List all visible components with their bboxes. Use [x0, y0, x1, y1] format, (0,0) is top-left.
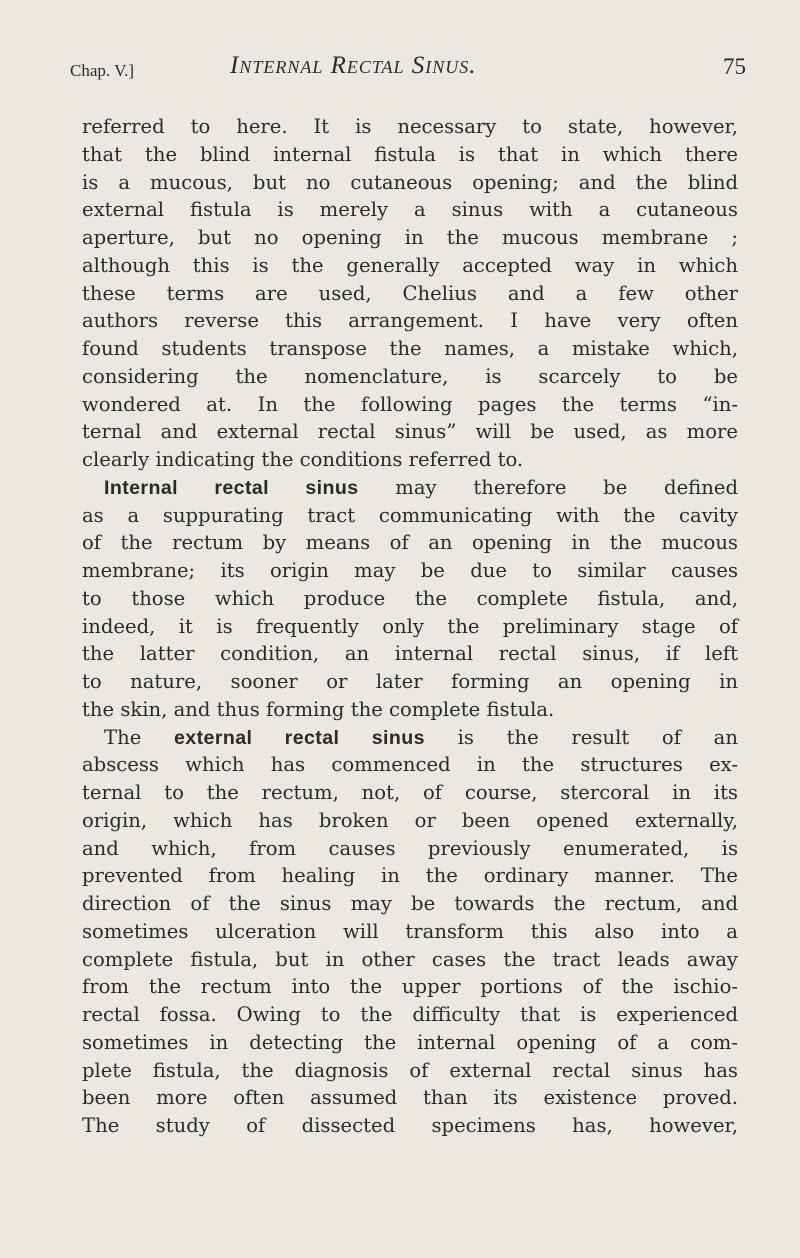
text-line — [82, 724, 738, 752]
line-text: ternal to the rectum, not, of course, stercoral in its — [82, 781, 738, 804]
line-text: complete fistula, but in other cases the tract leads away — [82, 947, 738, 971]
line-text: from the rectum into the upper portions of the ischio- — [82, 975, 738, 999]
text-line — [82, 418, 738, 446]
line-text: of the rectum by means of an opening in the mucous — [82, 531, 738, 555]
defined-term: Internal rectal sinus — [104, 476, 359, 499]
text-line — [82, 474, 738, 502]
chapter-label: Chap. V.] — [70, 61, 135, 80]
line-text: sometimes in detecting the internal opening of a com- — [82, 1030, 738, 1054]
text-line — [82, 529, 738, 557]
text-line — [82, 640, 738, 668]
text-line — [82, 862, 738, 890]
text-line — [82, 1112, 738, 1140]
text-line — [82, 141, 738, 169]
line-text: considering the nomenclature, is scarcely to be — [82, 364, 738, 388]
line-text: although this is the generally accepted way in which — [82, 253, 738, 277]
line-text: indeed, it is frequently only the preliminary stage of — [82, 614, 738, 638]
text-line — [82, 696, 738, 724]
running-head — [70, 52, 750, 88]
text-line — [82, 585, 738, 613]
text-line — [82, 807, 738, 835]
text-line — [82, 835, 738, 863]
body-text — [82, 113, 738, 1140]
line-text: and which, from causes previously enumerated, is — [82, 836, 738, 860]
text-line — [82, 363, 738, 391]
text-line — [82, 280, 738, 308]
text-line — [82, 668, 738, 696]
line-text: wondered at. In the following pages the terms “in- — [82, 392, 738, 416]
line-text: to those which produce the complete fistula, and, — [82, 586, 738, 610]
page-number: 75 — [723, 54, 746, 79]
running-title: Internal Rectal Sinus. — [230, 52, 477, 79]
line-text: is the result of an — [424, 725, 738, 749]
line-text: aperture, but no opening in the mucous membrane ; — [82, 226, 738, 249]
line-text: ternal and external rectal sinus” will be used, as more — [82, 420, 738, 444]
line-text: abscess which has commenced in the structures ex- — [82, 753, 738, 777]
line-prefix: The — [104, 725, 174, 749]
line-text: been more often assumed than its existence proved. — [82, 1086, 738, 1110]
text-line — [82, 307, 738, 335]
text-line — [82, 1084, 738, 1112]
text-line — [82, 890, 738, 918]
line-text: origin, which has broken or been opened externally, — [82, 808, 738, 832]
text-line — [82, 169, 738, 197]
text-line — [82, 252, 738, 280]
text-line — [82, 946, 738, 974]
line-text: the latter condition, an internal rectal sinus, if left — [82, 642, 738, 666]
line-text: membrane; its origin may be due to similar causes — [82, 559, 738, 582]
text-line — [82, 335, 738, 363]
text-line — [82, 502, 738, 530]
line-text: direction of the sinus may be towards the rectum, and — [82, 892, 738, 915]
line-text: rectal fossa. Owing to the difficulty that is experienced — [82, 1003, 738, 1026]
line-text: is a mucous, but no cutaneous opening; and the blind — [82, 170, 738, 194]
line-text: these terms are used, Chelius and a few other — [82, 281, 738, 305]
line-text: referred to here. It is necessary to state, however, — [82, 115, 738, 138]
defined-term: external rectal sinus — [174, 726, 425, 749]
line-text: found students transpose the names, a mistake which, — [82, 337, 738, 360]
line-text: the skin, and thus forming the complete fistula. — [82, 697, 555, 721]
text-line — [82, 196, 738, 224]
line-text: external fistula is merely a sinus with a cutaneous — [82, 198, 738, 222]
text-line — [82, 751, 738, 779]
text-line — [82, 613, 738, 641]
line-text: to nature, sooner or later forming an opening in — [82, 670, 738, 693]
line-text: sometimes ulceration will transform this also into a — [82, 919, 738, 943]
text-line — [82, 1001, 738, 1029]
line-text: The study of dissected specimens has, however, — [82, 1114, 738, 1137]
text-line — [82, 973, 738, 1001]
text-line — [82, 446, 738, 474]
line-text: prevented from healing in the ordinary manner. The — [82, 864, 738, 888]
text-line — [82, 1029, 738, 1057]
text-line — [82, 779, 738, 807]
line-text: plete fistula, the diagnosis of external rectal sinus has — [82, 1058, 738, 1082]
text-line — [82, 557, 738, 585]
line-text: as a suppurating tract communicating with the cavity — [82, 503, 738, 527]
text-line — [82, 1057, 738, 1085]
line-text: clearly indicating the conditions referred to. — [82, 448, 524, 471]
line-text: authors reverse this arrangement. I have very often — [82, 309, 738, 333]
text-line — [82, 113, 738, 141]
line-text: that the blind internal fistula is that in which there — [82, 142, 738, 166]
line-text: may therefore be defined — [358, 475, 738, 499]
text-line — [82, 918, 738, 946]
text-line — [82, 224, 738, 252]
text-line — [82, 391, 738, 419]
